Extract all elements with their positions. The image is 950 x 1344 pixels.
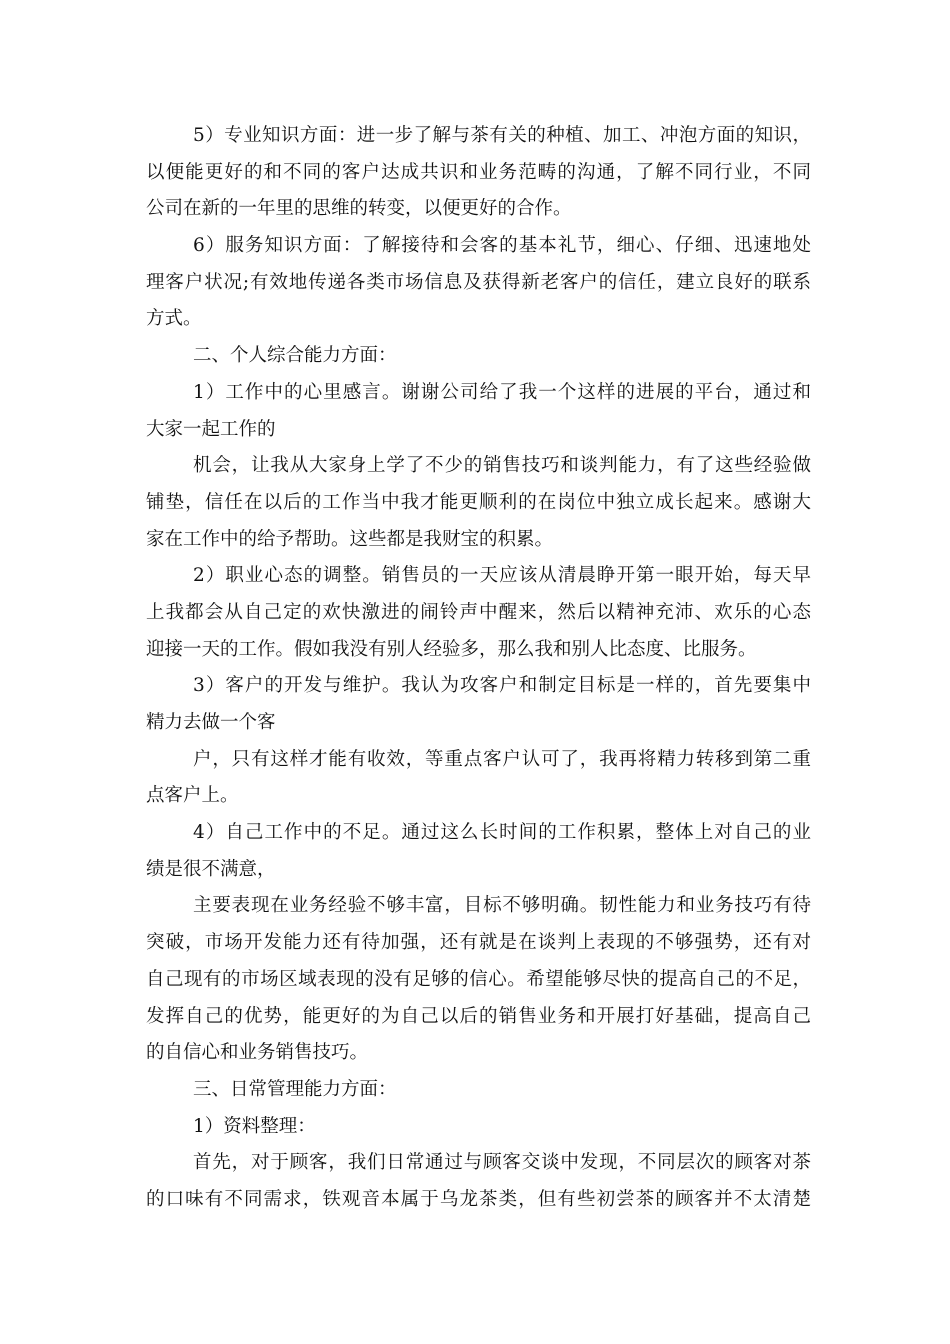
document-body xyxy=(146,118,811,1219)
paragraph-line: 公司在新的一年里的思维的转变，以便更好的合作。 xyxy=(146,198,572,220)
paragraph-line: 的自信心和业务销售技巧。 xyxy=(146,1042,369,1064)
paragraph-line: 上我都会从自己定的欢快激进的闹铃声中醒来，然后以精神充沛、欢乐的心态 xyxy=(146,601,811,623)
paragraph-line: 点客户上。 xyxy=(146,785,239,807)
paragraph-line: 主要表现在业务经验不够丰富，目标不够明确。韧性能力和业务技巧有待 xyxy=(193,895,811,917)
paragraph-line: 大家一起工作的 xyxy=(146,418,276,440)
paragraph-line: 3）客户的开发与维护。我认为攻客户和制定目标是一样的，首先要集中 xyxy=(193,675,811,697)
paragraph-line: 5）专业知识方面：进一步了解与茶有关的种植、加工、冲泡方面的知识， xyxy=(193,125,811,146)
paragraph-line: 精力去做一个客 xyxy=(146,712,276,733)
paragraph-line: 方式。 xyxy=(146,308,202,330)
paragraph-line: 6）服务知识方面：了解接待和会客的基本礼节，细心、仔细、迅速地处 xyxy=(193,235,811,257)
paragraph-line: 发挥自己的优势，能更好的为自己以后的销售业务和开展打好基础，提高自己 xyxy=(146,1005,811,1027)
section-heading: 三、日常管理能力方面： xyxy=(193,1078,397,1100)
paragraph-line: 铺垫，信任在以后的工作当中我才能更顺利的在岗位中独立成长起来。感谢大 xyxy=(146,491,811,513)
paragraph-line: 突破，市场开发能力还有待加强，还有就是在谈判上表现的不够强势，还有对 xyxy=(146,932,811,954)
paragraph-line: 理客户状况;有效地传递各类市场信息及获得新老客户的信任，建立良好的联系 xyxy=(146,271,811,293)
paragraph-line: 1）工作中的心里感言。谢谢公司给了我一个这样的进展的平台，通过和 xyxy=(193,381,811,403)
section-heading: 二、个人综合能力方面： xyxy=(193,345,397,367)
paragraph-line: 以便能更好的和不同的客户达成共识和业务范畴的沟通，了解不同行业，不同 xyxy=(146,161,811,183)
paragraph-line: 4）自己工作中的不足。通过这么长时间的工作积累，整体上对自己的业 xyxy=(193,822,811,844)
paragraph-line: 家在工作中的给予帮助。这些都是我财宝的积累。 xyxy=(146,528,554,550)
paragraph-line: 迎接一天的工作。假如我没有别人经验多，那么我和别人比态度、比服务。 xyxy=(146,638,757,660)
paragraph-line: 首先，对于顾客，我们日常通过与顾客交谈中发现，不同层次的顾客对茶 xyxy=(193,1152,811,1174)
paragraph-line: 户，只有这样才能有收效，等重点客户认可了，我再将精力转移到第二重 xyxy=(193,748,811,770)
paragraph-line: 绩是很不满意， xyxy=(146,858,276,880)
paragraph-line: 的口味有不同需求，铁观音本属于乌龙茶类，但有些初尝茶的顾客并不太清楚 xyxy=(146,1188,811,1210)
paragraph-line: 机会，让我从大家身上学了不少的销售技巧和谈判能力，有了这些经验做 xyxy=(193,455,811,477)
paragraph-line: 2）职业心态的调整。销售员的一天应该从清晨睁开第一眼开始，每天早 xyxy=(193,565,811,587)
subsection-heading: 1）资料整理： xyxy=(193,1115,316,1137)
paragraph-line: 自己现有的市场区域表现的没有足够的信心。希望能够尽快的提高自己的不足， xyxy=(146,968,811,990)
